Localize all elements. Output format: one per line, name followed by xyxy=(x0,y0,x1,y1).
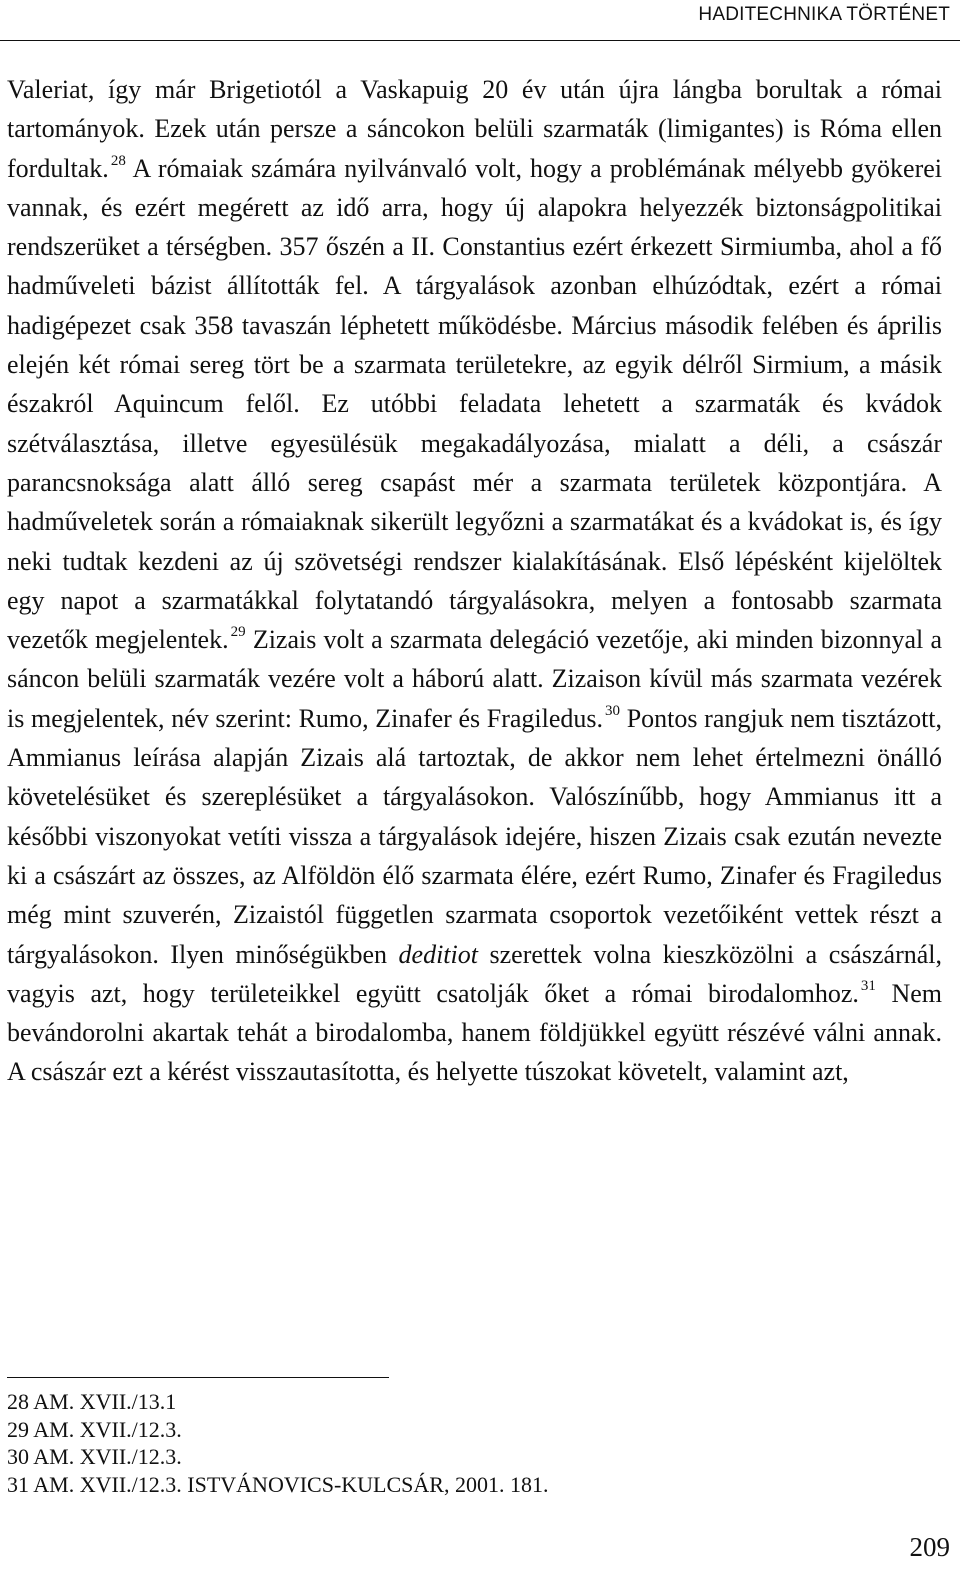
footnote-29: 29 AM. XVII./12.3. xyxy=(7,1416,182,1442)
footnote-28: 28 AM. XVII./13.1 xyxy=(7,1389,177,1414)
body-sentence: Valeriat, így már Brigetiotól a Vaskapuig 20 év után újra lángba borultak a római tartományok. Ezek után persze a sáncokon belüli szarmaták (limigantes) is Róma ellen fordultak. xyxy=(7,75,942,183)
body-sentence: szerettek volna kieszközölni a császárnál, vagyis azt, hogy területeikkel együtt csatolják őket a római birodalomhoz. xyxy=(7,939,943,1008)
page-header xyxy=(0,0,960,41)
footnote-31: 31 AM. XVII./12.3. ISTVÁNOVICS-KULCSÁR, 2001. 181. xyxy=(7,1471,549,1497)
footnote-ref-31[interactable]: 31 xyxy=(860,977,876,994)
body-sentence: Pontos rangjuk nem tisztázott, Ammianus leírása alapján Zizais alá tartoztak, de akkor nem lehet értelmezni önálló követelésüket és szereplésüket a tárgyalásokon. Valószínűbb, hogy Ammianus itt a későbbi viszonyokat vetíti vissza a tárgyalások idejére, hiszen Zizais csak ezután nevezte ki a császárt az összes, az Alföldön élő szarmata élére, ezért Rumo, Zinafer és Fragiledus még mint szuverén, Zizaistól független szarmata csoportok vezetőiként vettek részt a tárgyalásokon. Ilyen minőségükben xyxy=(7,703,943,969)
footnote-ref-28[interactable]: 28 xyxy=(110,152,126,169)
running-head: HADITECHNIKA TÖRTÉNET xyxy=(698,4,950,25)
footnote-ref-30[interactable]: 30 xyxy=(605,702,621,719)
body-text xyxy=(7,70,942,1092)
footnote-ref-29[interactable]: 29 xyxy=(230,624,246,641)
footnotes xyxy=(7,1388,548,1498)
footnote-divider xyxy=(7,1377,389,1378)
footnote-30: 30 AM. XVII./12.3. xyxy=(7,1444,182,1469)
italic-term: deditiot xyxy=(398,939,478,969)
page-number: 209 xyxy=(909,1532,950,1562)
paragraph xyxy=(7,70,942,1092)
body-sentence: A rómaiak számára nyilvánvaló volt, hogy a problémának mélyebb gyökerei vannak, és ezért megérett az idő arra, hogy új alapokra helyezzék biztonságpolitikai rendszerüket a térségben. 357 őszén a II. Constantius ezért érkezett Sirmiumba, ahol a fő hadműveleti bázist állították fel. A tárgyalások azonban elhúzódtak, ezért a római hadigépezet csak 358 tavaszán léphetett működésbe. Március második felében és április elején két római sereg tört be a szarmata területekre, az egyik délről Sirmium, a másik északról Aquincum felől. Ez utóbbi feladata lehetett a szarmaták és kvádok szétválasztása, illetve egyesülésük megakadályozása, mialatt a déli, a császár parancsnoksága alatt álló sereg csapást mér a szarmata területek központjára. xyxy=(7,153,942,497)
body-sentence: A hadműveletek során a rómaiaknak sikerült legyőzni a szarmatákat és a kvádokat is, és így neki tudtak kezdeni az új szövetségi rendszer kialakításának. Első lépésként kijelöltek egy napot a szarmatákkal folytatandó tárgyalásokra, melyen a fontosabb szarmata vezetők megjelentek. xyxy=(7,467,942,655)
body-sentence: Nem bevándorolni akartak tehát a birodalomba, hanem földjükkel együtt részévé válni annak. A császár ezt a kérést visszautasította, és helyette túszokat követelt, valamint azt, xyxy=(7,978,942,1087)
body-sentence: Zizais volt a szarmata delegáció vezetője, aki minden bizonnyal a sáncon belüli szarmaták vezére volt a háború alatt. Zizaison kívül más szarmata vezérek is megjelentek, név szerint: Rumo, Zinafer és Fragiledus. xyxy=(7,625,943,733)
